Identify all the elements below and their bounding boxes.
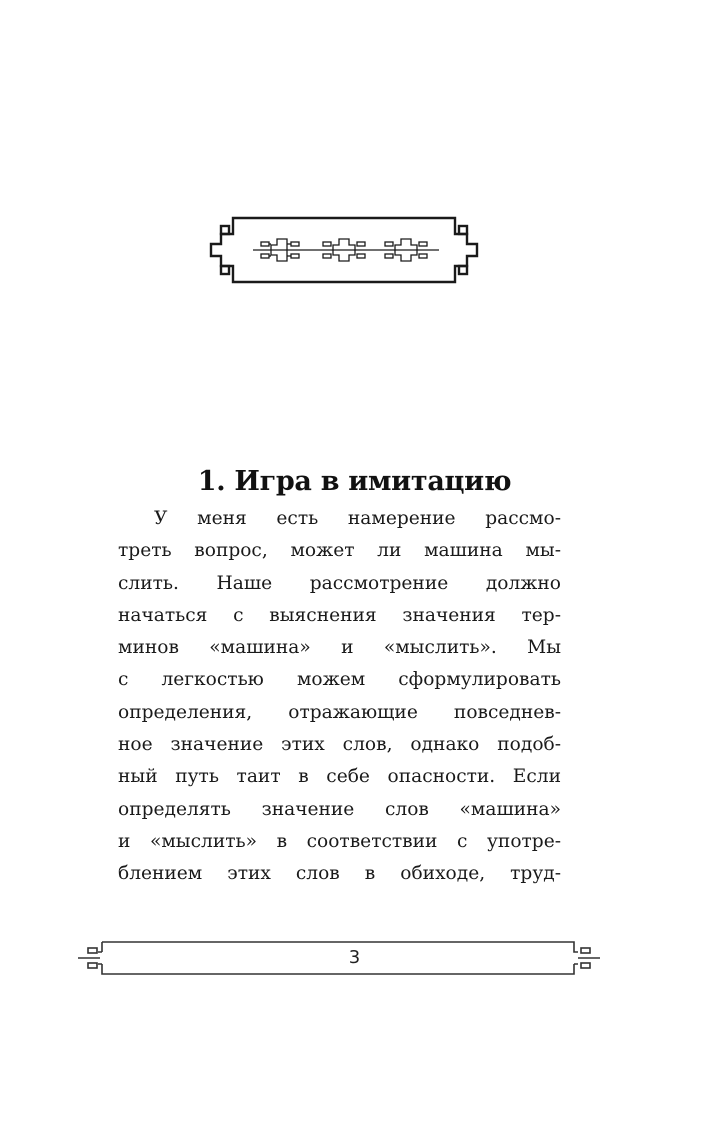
chapter-ornament-icon xyxy=(205,214,485,286)
text-line: и «мыслить» в соответствии с употре- xyxy=(118,830,561,852)
text-line: с легкостью можем сформулировать xyxy=(118,669,561,691)
page-number: 3 xyxy=(348,947,361,968)
text-line: У меня есть намерение рассмо- xyxy=(154,508,561,529)
text-line: определения, отражающие повседнев- xyxy=(118,701,561,723)
text-line: треть вопрос, может ли машина мы- xyxy=(118,540,561,562)
body-paragraph xyxy=(118,503,561,891)
text-line: слить. Наше рассмотрение должно xyxy=(118,572,561,594)
chapter-title: 1. Игра в имитацию xyxy=(197,466,512,498)
text-line: минов «машина» и «мыслить». Мы xyxy=(118,637,561,659)
text-line: блением этих слов в обиходе, труд- xyxy=(118,863,561,885)
text-line: определять значение слов «машина» xyxy=(118,798,561,820)
text-line: начаться с выяснения значения тер- xyxy=(118,604,561,626)
text-line: ный путь таит в себе опасности. Если xyxy=(118,766,561,788)
text-line: ное значение этих слов, однако подоб- xyxy=(118,734,561,756)
